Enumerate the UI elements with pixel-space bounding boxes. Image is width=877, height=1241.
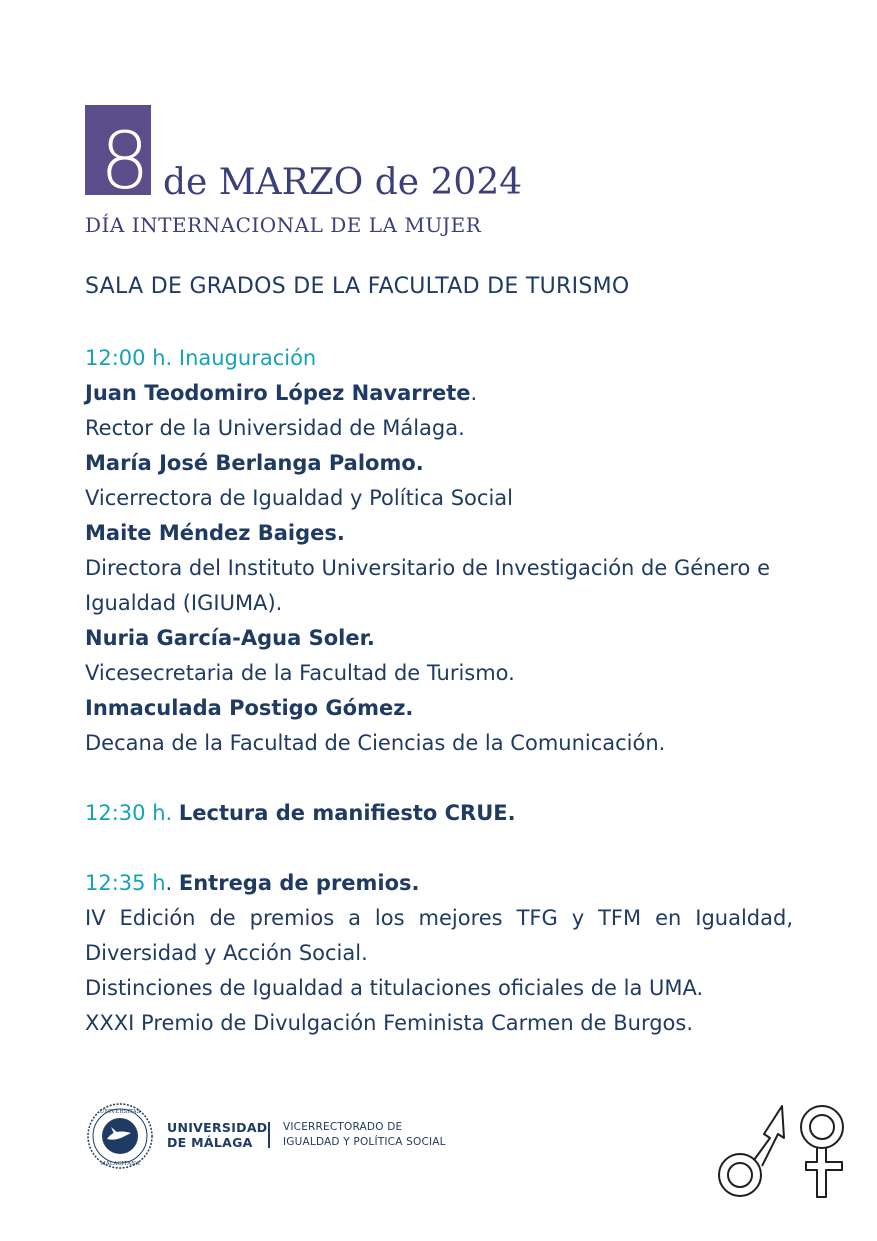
day-box xyxy=(85,105,151,207)
venue-title: SALA DE GRADOS DE LA FACULTAD DE TURISMO xyxy=(85,274,630,299)
speaker-role: Vicerrectora de Igualdad y Política Social xyxy=(85,486,513,510)
vicerrectorado-name: VICERRECTORADO DE IGUALDAD Y POLÍTICA SOCIAL xyxy=(283,1121,446,1148)
university-name: UNIVERSIDAD DE MÁLAGA xyxy=(167,1120,268,1150)
speaker-name: María José Berlanga Palomo. xyxy=(85,451,424,475)
program: 12:00 h. Inauguración Juan Teodomiro López Navarrete. Rector de la Universidad de Málaga. María José Berlanga Palomo. Vicerrectora de Igualdad y Política Social Maite Méndez Baiges. Directora del Instituto Universitario de Investigación de Género e Igualdad (IGIUMA). Nuria García-Agua Soler. Vicesecretaria de la Facultad de Turismo. Inmaculada Postigo Gómez. Decana de la Facultad de Ciencias de la Comunicación. 12:30 h. Lectura de manifiesto CRUE. 12:35 h. Entrega de premios. IV Edición de premios a los mejores TFG y TFM en Igualdad, Diversidad y Acción Social. Distinciones de Igualdad a titulaciones oficiales de la UMA. XXXI Premio de Divulgación Feminista Carmen de Burgos. xyxy=(85,341,793,1041)
program-item-manifiesto xyxy=(85,796,793,831)
speaker-role: Vicesecretaria de la Facultad de Turismo. xyxy=(85,661,515,685)
female-symbol-icon xyxy=(801,1106,843,1197)
item-time: 12:30 h. xyxy=(85,801,173,825)
program-item-premios: 12:35 h. Entrega de premios. xyxy=(85,871,420,895)
speaker-role: Decana de la Facultad de Ciencias de la Comunicación. xyxy=(85,731,666,755)
speaker-role: Rector de la Universidad de Málaga. xyxy=(85,416,465,440)
program-item-inauguracion xyxy=(85,341,793,376)
award-line: IV Edición de premios a los mejores TFG y TFM en Igualdad, xyxy=(85,906,793,930)
item-title: Inauguración xyxy=(178,346,317,370)
award-line: Diversidad y Acción Social. xyxy=(85,941,368,965)
svg-text:UNIVERSITAS: UNIVERSITAS xyxy=(99,1109,141,1115)
speaker-name: Nuria García-Agua Soler. xyxy=(85,626,375,650)
university-seal-icon xyxy=(85,1103,155,1169)
award-line: Distinciones de Igualdad a titulaciones oficiales de la UMA. xyxy=(85,976,704,1000)
item-title: Lectura de manifiesto CRUE. xyxy=(178,801,516,825)
month-year: de MARZO de 2024 xyxy=(163,162,523,203)
svg-text:MALACITANA: MALACITANA xyxy=(100,1161,140,1167)
item-title: Entrega de premios. xyxy=(178,871,420,895)
speaker-name: Inmaculada Postigo Gómez. xyxy=(85,696,414,720)
item-time: 12:00 h. xyxy=(85,346,173,370)
footer-logo xyxy=(85,1100,445,1170)
date-header xyxy=(85,105,785,245)
item-time: 12:35 h xyxy=(85,871,166,895)
gender-symbols xyxy=(712,1100,852,1205)
day-number: 8 xyxy=(100,117,150,207)
award-line: XXXI Premio de Divulgación Feminista Carmen de Burgos. xyxy=(85,1011,694,1035)
male-symbol-icon xyxy=(719,1106,784,1196)
speaker-name: Juan Teodomiro López Navarrete xyxy=(85,381,471,405)
event-subtitle: DÍA INTERNACIONAL DE LA MUJER xyxy=(85,213,482,237)
speaker-role: Igualdad (IGIUMA). xyxy=(85,591,283,615)
footer-divider xyxy=(268,1122,270,1148)
speaker-name: Maite Méndez Baiges. xyxy=(85,521,345,545)
speaker-role: Directora del Instituto Universitario de Investigación de Género e xyxy=(85,556,771,580)
